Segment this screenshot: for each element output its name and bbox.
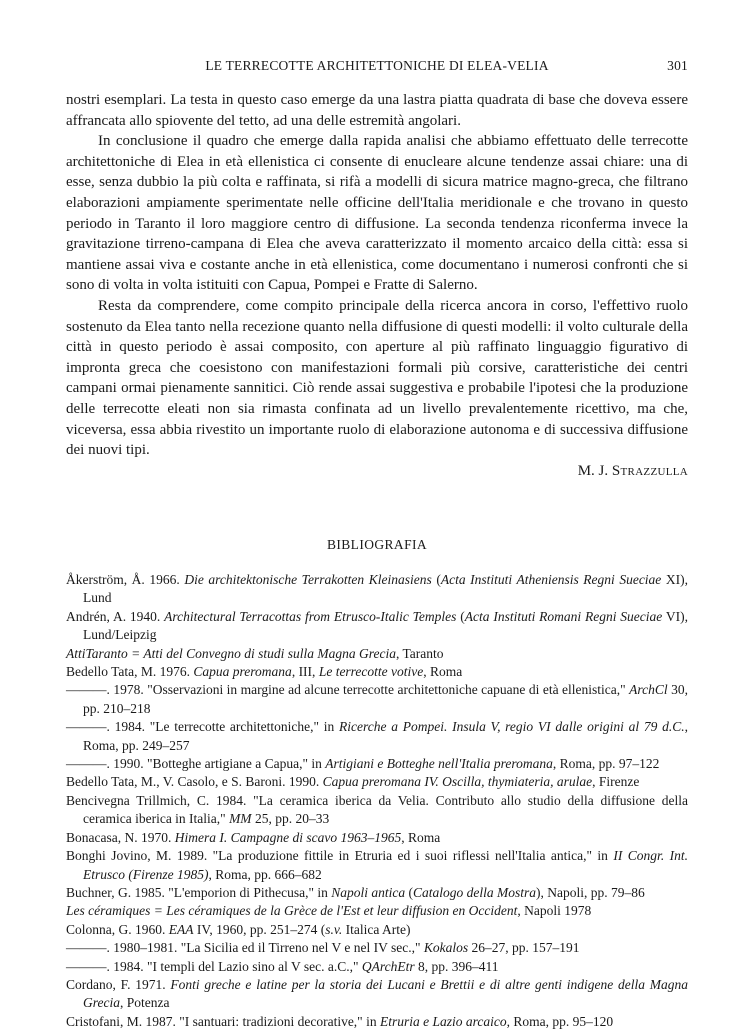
bibliography-entry-it: EAA [168, 921, 194, 937]
bibliography-entry-it: Himera I. Campagne di scavo 1963–1965 [174, 829, 402, 845]
bibliography-entry-pre: Bedello Tata, M. 1976. [66, 664, 194, 680]
bibliography-entry [66, 1013, 688, 1031]
bibliography-entry-pre: Bencivegna Trillmich, C. 1984. "La ceramica iberica da Velia. Contributo allo studio della diffusione della ceramica iberica in Italia," [66, 792, 688, 827]
paragraph-2: In conclusione il quadro che emerge dalla rapida analisi che abbiamo effettuato delle terrecotte architettoniche di Elea in età ellenistica ci consente di enucleare alcune tendenze assai chiare: una di esse, senza dubbio la più colta e raffinata, si rifà a modelli di sicura matrice magno-greca, che filtrano elaborazioni ampiamente sperimentate nelle officine dell'Italia meridionale e che trovano in questo periodo in Taranto il loro maggiore centro di diffusione. La seconda tendenza riconferma invece la gravitazione tirreno-campana di Elea che aveva caratterizzato il momento arcaico della città: essa si mantiene assai viva e costante anche in età ellenistica, come documentano i numerosi confronti che si sono di volta in volta istituiti con Capua, Pompei e Fratte di Salerno. [66, 133, 688, 294]
bibliography-entry-mid: , Potenza [120, 995, 170, 1011]
bibliography-entry-mid: , Roma, pp. 97–122 [552, 756, 660, 772]
bibliography-entry-pre: Cristofani, M. 1987. "I santuari: tradizioni decorative," in [66, 1013, 380, 1029]
bibliography-entry-pre: Bonacasa, N. 1970. [66, 829, 175, 845]
bibliography-entry [66, 681, 688, 718]
bibliography-entry-it: Fonti greche e latine per la storia dei Lucani e Brettii e di altre genti indigene della Magna Grecia [83, 976, 689, 1011]
author-initials: M. J. [577, 462, 612, 479]
bibliography-entry-pre: ———. 1978. "Osservazioni in margine ad alcune terrecotte architettoniche capuane di età ellenistica," [66, 682, 630, 698]
running-title: LE TERRECOTTE ARCHITETTONICHE DI ELEA-VELIA [205, 58, 549, 73]
author-signature [66, 461, 688, 482]
bibliography-entry-pre: ———. 1980–1981. "La Sicilia ed il Tirreno nel V e nel IV sec.," [66, 940, 424, 956]
bibliography-entry-it: Etruria e Lazio arcaico [379, 1013, 507, 1029]
bibliography-entry [66, 847, 688, 884]
bibliography-entry-pre: ———. 1984. "I templi del Lazio sino al V sec. a.C.," [66, 958, 362, 974]
main-text [66, 90, 688, 481]
bibliography-entry [66, 958, 688, 976]
bibliography-entry [66, 829, 688, 847]
paragraph-3: Resta da comprendere, come compito principale della ricerca ancora in corso, l'effettivo ruolo sostenuto da Elea tanto nella recezione quanto nella diffusione di questi modelli: il volto culturale della città in questo periodo è assai composito, con aperture al più raffinato linguaggio figurativo di impronta greca che coesistono con manifestazioni formali più corsive, caratteristiche dei centri campani ormai pienamente sannitici. Ciò rende assai suggestiva e probabile l'ipotesi che la produzione delle terrecotte eleati non sia rimasta confinata ad un livello prevalentemente ricettivo, ma che, viceversa, essa abbia rivestito un importante ruolo di elaborazione autonoma e di successiva diffusione dei nuovi tipi. [66, 297, 688, 459]
page-number: 301 [667, 58, 688, 73]
bibliography-entry-it: Capua preromana [193, 664, 292, 680]
bibliography-entry-mid: , Roma, pp. 95–120 [506, 1013, 614, 1029]
bibliography-entry [66, 645, 688, 663]
bibliography-entry [66, 773, 688, 791]
bibliography-entry-post: VI), Lund/Leipzig [83, 608, 688, 643]
bibliography-entry-it2: Acta Instituti Romani Regni Sueciae [464, 608, 663, 624]
bibliography-entry-mid: , III, [291, 664, 319, 680]
bibliography-entry-mid: , Roma, pp. 666–682 [208, 866, 322, 882]
bibliography-entry-mid: ( [431, 572, 441, 587]
bibliography-entry [66, 921, 688, 939]
bibliography-entry-it: ArchCl [629, 682, 668, 698]
bibliography-entry-mid: 30, pp. 210–218 [83, 682, 688, 716]
bibliography-entry [66, 571, 688, 608]
bibliography-entry-it2: Acta Instituti Atheniensis Regni Sueciae [440, 572, 662, 587]
author-surname: Strazzulla [611, 462, 688, 479]
bibliography-entry-pre: ———. 1990. "Botteghe artigiane a Capua," in [66, 756, 326, 772]
bibliography-entry-mid: ( [456, 608, 465, 624]
bibliography-entry [66, 663, 688, 681]
bibliography-entry [66, 884, 688, 902]
bibliography-entry-mid: 25, pp. 20–33 [251, 811, 330, 827]
bibliography-entry-it: Les céramiques = Les céramiques de la Grèce de l'Est et leur diffusion en Occident [66, 903, 518, 919]
bibliography-entry-pre: Cordano, F. 1971. [66, 976, 171, 992]
bibliography-entry-it2: Le terrecotte votive [318, 664, 424, 680]
bibliography-entry-mid: , Taranto [396, 645, 444, 661]
bibliography-entry-it: MM [229, 811, 252, 827]
bibliography-entry-mid: IV, 1960, pp. 251–274 ( [193, 921, 326, 937]
bibliography-entry-mid: 8, pp. 396–411 [414, 958, 499, 974]
bibliography-entry-mid: 26–27, pp. 157–191 [468, 940, 580, 956]
bibliography-entry-it: Ricerche a Pompei. Insula V, regio VI dalle origini al 79 d.C. [339, 719, 685, 735]
bibliography-entry [66, 902, 688, 920]
bibliography-entry-pre: Buchner, G. 1985. "L'emporion di Pithecusa," in [66, 884, 332, 900]
bibliography-entry-post: ), Napoli, pp. 79–86 [536, 884, 645, 900]
bibliography-entry-pre: Colonna, G. 1960. [66, 921, 169, 937]
bibliography-entry-post: XI), Lund [83, 572, 688, 606]
bibliography-entry-pre: Bedello Tata, M., V. Casolo, e S. Baroni. 1990. [66, 774, 323, 790]
bibliography-entry-it2: s.v. [325, 921, 343, 937]
bibliography-entry-mid: , Roma, pp. 249–257 [83, 719, 688, 753]
bibliography-entry-mid: , Firenze [592, 774, 640, 790]
bibliography-entry-it2: Catalogo della Mostra [413, 884, 537, 900]
bibliography-entry-it: II Congr. Int. Etrusco (Firenze 1985) [83, 848, 689, 882]
bibliography-entry-pre: Andrén, A. 1940. [66, 608, 165, 624]
bibliography-entry-it: Die architektonische Terrakotten Kleinasiens [184, 572, 432, 587]
paragraph-1: nostri esemplari. La testa in questo caso emerge da una lastra piatta quadrata di base che doveva essere affrancata allo spiovente del tetto, ad una delle estremità angolari. [66, 92, 688, 129]
bibliography-entry [66, 939, 688, 957]
bibliography-entry [66, 792, 688, 829]
bibliography-entry-it: QArchEtr [361, 958, 415, 974]
bibliography-heading: BIBLIOGRAFIA [326, 537, 428, 552]
bibliography-entry-mid: ( [405, 884, 413, 900]
bibliography-entry-it: AttiTaranto = Atti del Convegno di studi sulla Magna Grecia [66, 645, 396, 661]
bibliography-entry-post: , Roma [423, 664, 463, 680]
bibliography-entry [66, 608, 688, 645]
bibliography-entry-pre: Bonghi Jovino, M. 1989. "La produzione fittile in Etruria ed i suoi riflessi nell'Italia antica," in [66, 848, 614, 864]
bibliography-entry-mid: , Roma [401, 829, 441, 845]
bibliography-entry [66, 976, 688, 1013]
bibliography-entry-it: Architectural Terracottas from Etrusco-Italic Temples [164, 608, 457, 624]
bibliography-entry-it: Artigiani e Botteghe nell'Italia preromana [325, 756, 553, 772]
bibliography-entry-it: Kokalos [423, 940, 469, 956]
bibliography-entry-it: Napoli antica [331, 884, 406, 900]
bibliography-entry-pre: ———. 1984. "Le terrecotte architettoniche," in [66, 719, 340, 735]
bibliography-entry-it: Capua preromana IV. Oscilla, thymiateria, arulae [322, 774, 593, 790]
bibliography-entry [66, 718, 688, 755]
bibliography-entry-pre: Åkerström, Å. 1966. [66, 572, 185, 587]
bibliography-entry-mid: , Napoli 1978 [517, 903, 592, 919]
bibliography-list [66, 571, 688, 1031]
bibliography-entry-post: Italica Arte) [342, 921, 411, 937]
bibliography-entry [66, 755, 688, 773]
running-header [66, 58, 688, 78]
